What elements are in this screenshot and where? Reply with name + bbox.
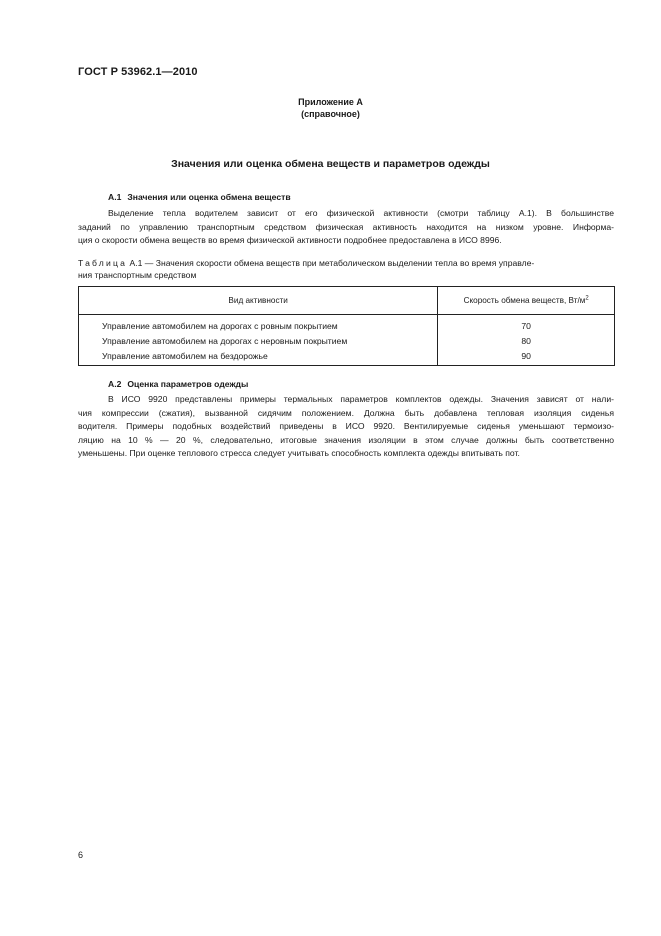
subsection-a1-heading	[108, 192, 291, 202]
column-header-rate	[438, 287, 615, 315]
subsection-a1-number: А.1	[108, 192, 122, 202]
table-caption-text: А.1 — Значения скорости обмена веществ при метаболическом выделении тепла во время управле-	[129, 258, 535, 268]
column-header-rate-text: Скорость обмена веществ, Вт/м	[463, 296, 586, 305]
rate-cell: 80	[438, 333, 615, 348]
table-row	[79, 333, 615, 348]
unit-exponent: 2	[585, 295, 589, 302]
standard-header: ГОСТ Р 53962.1—2010	[78, 66, 198, 78]
activity-cell: Управление автомобилем на дорогах с неровным покрытием	[79, 333, 438, 348]
subsection-a2-number: А.2	[108, 379, 122, 389]
annex-title: Приложение А	[298, 97, 363, 107]
subsection-a2-heading	[108, 379, 248, 389]
paragraph-line: уменьшены. При оценке теплового стресса следует учитывать способность комплекта одежды впитывать пот.	[78, 448, 520, 458]
page-number: 6	[78, 850, 84, 860]
rate-cell: 70	[438, 315, 615, 334]
paragraph-line: В ИСО 9920 представлены примеры термальных параметров комплектов одежды. Значения зависят от нали-	[108, 394, 614, 404]
annex-heading	[0, 96, 661, 120]
metabolic-rate-table	[78, 286, 615, 366]
subsection-a1-title: Значения или оценка обмена веществ	[127, 192, 291, 202]
table-caption-text-continued: ния транспортным средством	[78, 270, 197, 280]
subsection-a2-title: Оценка параметров одежды	[127, 379, 249, 389]
table-row	[79, 315, 615, 334]
section-title: Значения или оценка обмена веществ и параметров одежды	[171, 158, 490, 170]
paragraph-line: Выделение тепла водителем зависит от его физической активности (смотри таблицу А.1). В большинстве	[108, 208, 614, 218]
column-header-activity: Вид активности	[79, 287, 438, 315]
paragraph-line: ция о скорости обмена веществ во время физической активности подробнее предоставлена в ИСО 8996.	[78, 235, 502, 245]
table-row	[79, 348, 615, 366]
table-caption	[78, 257, 614, 281]
paragraph-line: ляцию на 10 % — 20 %, следовательно, итоговые значения изоляции в этом случае должны быть соответственно	[78, 434, 614, 445]
subsection-a1-paragraph	[78, 207, 614, 248]
subsection-a2-paragraph	[78, 393, 614, 461]
activity-cell: Управление автомобилем на дорогах с ровным покрытием	[79, 315, 438, 334]
table-caption-label: Таблица	[78, 258, 128, 268]
rate-cell: 90	[438, 348, 615, 366]
paragraph-line: заданий по управлению транспортным средством физическая активность находится на низком уровне. Информа-	[78, 221, 614, 232]
table-header-row	[79, 287, 615, 315]
activity-cell: Управление автомобилем на бездорожье	[79, 348, 438, 366]
paragraph-line: чия компрессии (сжатия), вызванной сидячим положением. Должна быть добавлена тепловая изоляция сиденья	[78, 407, 614, 418]
annex-subtitle: (справочное)	[301, 109, 360, 119]
paragraph-line: водителя. Примеры подобных воздействий приведены в ИСО 9920. Вентилируемые сиденья уменьшают термоизо-	[78, 421, 614, 431]
